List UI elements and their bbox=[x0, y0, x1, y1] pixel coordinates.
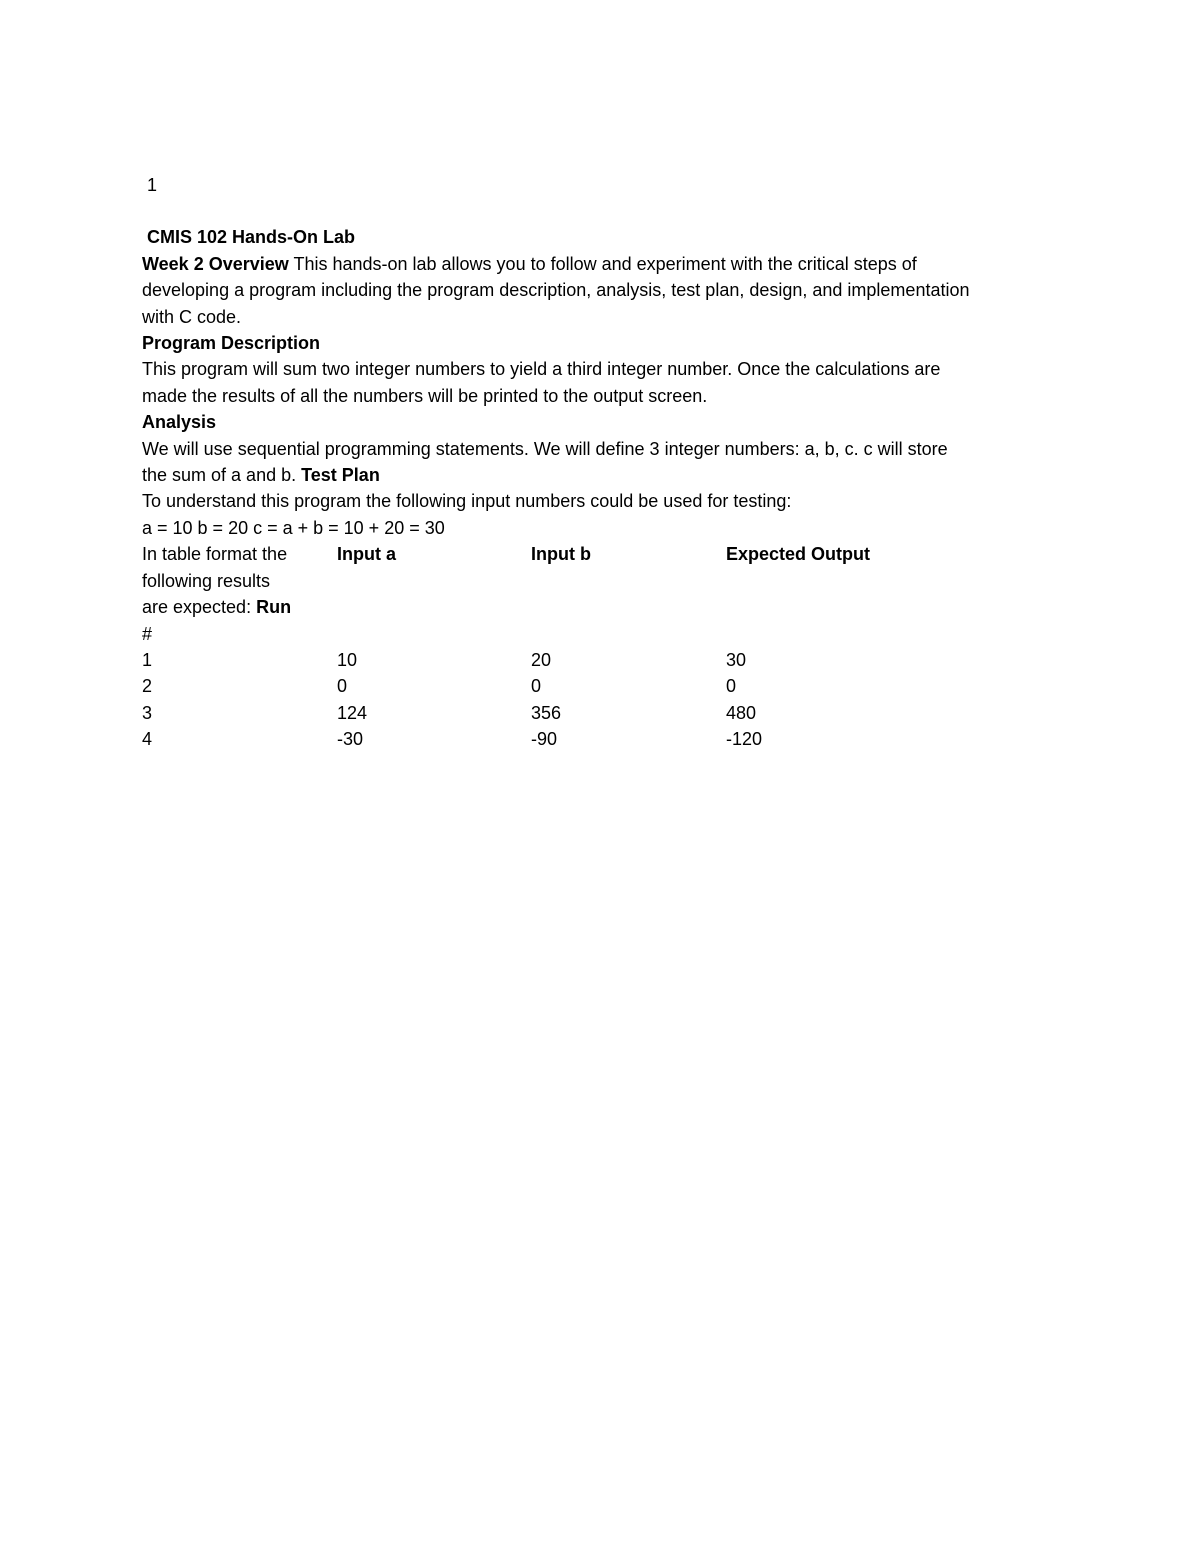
table-intro-text-3: are expected: bbox=[142, 597, 252, 618]
overview-line-3: with C code. bbox=[142, 306, 242, 327]
table-row-1-run: 1 bbox=[142, 649, 153, 670]
table-row-2-input-a: 0 bbox=[337, 676, 348, 697]
test-plan-line-2: a = 10 b = 20 c = a + b = 10 + 20 = 30 bbox=[142, 517, 445, 538]
document-title: CMIS 102 Hands-On Lab bbox=[147, 227, 356, 248]
program-description-line-1: This program will sum two integer numbers to yield a third integer number. Once the calculations are bbox=[142, 359, 941, 380]
table-row-1-input-a: 10 bbox=[337, 649, 358, 670]
analysis-heading: Analysis bbox=[142, 412, 217, 433]
table-row-1-expected-output: 30 bbox=[726, 649, 747, 670]
analysis-line-1: We will use sequential programming statements. We will define 3 integer numbers: a, b, c. c will store bbox=[142, 438, 948, 459]
table-header-input-a: Input a bbox=[337, 544, 396, 565]
table-row-2-input-b: 0 bbox=[531, 676, 542, 697]
run-label: Run bbox=[256, 597, 292, 618]
overview-text-1: This hands-on lab allows you to follow and experiment with the critical steps of bbox=[293, 253, 917, 274]
overview-section bbox=[142, 251, 1072, 330]
test-plan-section bbox=[142, 488, 1072, 752]
overview-line-1 bbox=[142, 251, 1072, 277]
analysis-line-2 bbox=[142, 462, 1072, 488]
table-row-4-input-b: -90 bbox=[531, 729, 558, 750]
table-row-4-run: 4 bbox=[142, 729, 153, 750]
hash-label: # bbox=[142, 623, 153, 644]
table-intro-line-1: In table format the bbox=[142, 544, 288, 565]
table-row-3-run: 3 bbox=[142, 702, 153, 723]
program-description-heading: Program Description bbox=[142, 333, 321, 354]
table-row-3-input-a: 124 bbox=[337, 702, 368, 723]
overview-line-2: developing a program including the program description, analysis, test plan, design, and implementation bbox=[142, 280, 970, 301]
analysis-section bbox=[142, 409, 1072, 488]
table-row-2-expected-output: 0 bbox=[726, 676, 737, 697]
table-row-1-input-b: 20 bbox=[531, 649, 552, 670]
table-row-2-run: 2 bbox=[142, 676, 153, 697]
table-intro-line-3 bbox=[142, 594, 312, 620]
table-intro-line-2: following results bbox=[142, 570, 271, 591]
table-header-expected-output: Expected Output bbox=[726, 544, 871, 565]
table-row-4-expected-output: -120 bbox=[726, 729, 763, 750]
table-header-input-b: Input b bbox=[531, 544, 591, 565]
table-row-4-input-a: -30 bbox=[337, 729, 364, 750]
analysis-text-2: the sum of a and b. bbox=[142, 465, 297, 486]
table-row-3-input-b: 356 bbox=[531, 702, 562, 723]
document-page bbox=[142, 172, 1072, 753]
test-results-table bbox=[142, 541, 1072, 752]
program-description-section bbox=[142, 330, 1072, 409]
table-intro bbox=[142, 541, 312, 647]
test-plan-line-1: To understand this program the following input numbers could be used for testing: bbox=[142, 491, 792, 512]
program-description-line-2: made the results of all the numbers will be printed to the output screen. bbox=[142, 385, 708, 406]
overview-label: Week 2 Overview bbox=[142, 253, 289, 274]
page-number: 1 bbox=[147, 175, 158, 195]
table-row-3-expected-output: 480 bbox=[726, 702, 757, 723]
test-plan-heading: Test Plan bbox=[301, 465, 380, 486]
